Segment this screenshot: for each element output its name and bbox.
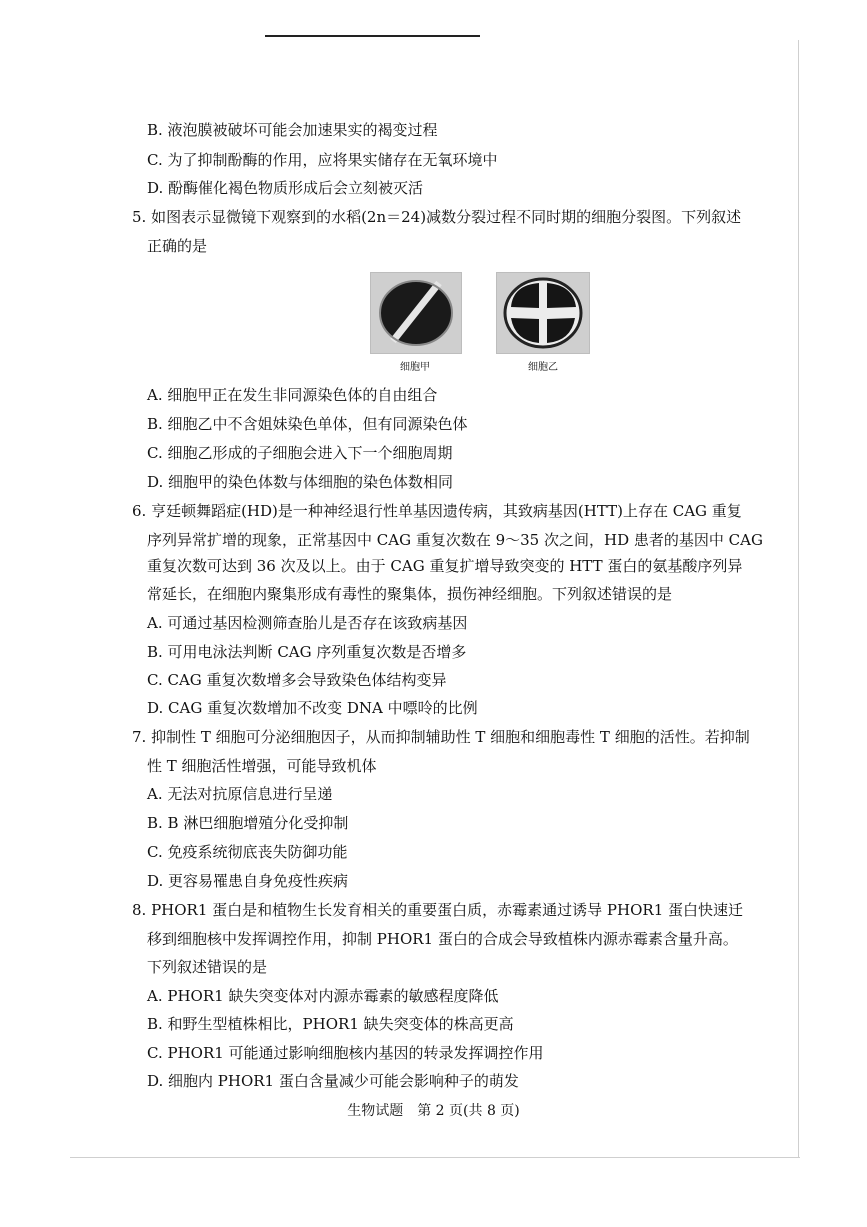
q6-option-a: A. 可通过基因检测筛查胎儿是否存在该致病基因 [147,614,468,632]
q5-stem-line2: 正确的是 [147,237,208,255]
q7-option-a: A. 无法对抗原信息进行呈递 [147,785,333,803]
q6-stem-line2: 序列异常扩增的现象，正常基因中 CAG 重复次数在 9～35 次之间，HD 患者的基因中 CAG [147,531,763,549]
scan-edge-bottom [70,1157,800,1158]
q8-option-d: D. 细胞内 PHOR1 蛋白含量减少可能会影响种子的萌发 [147,1072,519,1090]
q4-option-b: B. 液泡膜被破坏可能会加速果实的褐变过程 [147,121,438,139]
q8-stem-line2: 移到细胞核中发挥调控作用，抑制 PHOR1 蛋白的合成会导致植株内源赤霉素含量升高。 [147,930,738,948]
header-rule [265,35,480,37]
q7-option-c: C. 免疫系统彻底丧失防御功能 [147,843,348,861]
caption-cell-yi: 细胞乙 [528,362,558,373]
q8-option-a: A. PHOR1 缺失突变体对内源赤霉素的敏感程度降低 [147,987,499,1005]
q5-option-a: A. 细胞甲正在发生非同源染色体的自由组合 [147,386,438,404]
q6-option-d: D. CAG 重复次数增加不改变 DNA 中嘌呤的比例 [147,699,478,717]
q6-option-b: B. 可用电泳法判断 CAG 序列重复次数是否增多 [147,643,467,661]
q8-option-b: B. 和野生型植株相比，PHOR1 缺失突变体的株高更高 [147,1015,514,1033]
q7-option-b: B. B 淋巴细胞增殖分化受抑制 [147,814,349,832]
q5-option-c: C. 细胞乙形成的子细胞会进入下一个细胞周期 [147,444,453,462]
q6-stem-line4: 常延长，在细胞内聚集形成有毒性的聚集体，损伤神经细胞。下列叙述错误的是 [147,585,673,603]
q7-stem-line1: 7. 抑制性 T 细胞可分泌细胞因子，从而抑制辅助性 T 细胞和细胞毒性 T 细胞的活性。若抑制 [132,728,750,746]
q8-stem-line3: 下列叙述错误的是 [147,958,268,976]
cell-yi-micrograph [496,272,590,354]
q5-stem-line1: 5. 如图表示显微镜下观察到的水稻(2n＝24)减数分裂过程不同时期的细胞分裂图。下列叙述 [132,208,742,226]
q5-option-d: D. 细胞甲的染色体数与体细胞的染色体数相同 [147,473,454,491]
q8-option-c: C. PHOR1 可能通过影响细胞核内基因的转录发挥调控作用 [147,1044,544,1062]
page-footer: 生物试题 第 2 页(共 8 页) [347,1103,520,1119]
q6-stem-line1: 6. 亨廷顿舞蹈症(HD)是一种神经退行性单基因遗传病，其致病基因(HTT)上存在 CAG 重复 [132,502,742,520]
q4-option-d: D. 酚酶催化褐色物质形成后会立刻被灭活 [147,179,424,197]
q8-stem-line1: 8. PHOR1 蛋白是和植物生长发育相关的重要蛋白质，赤霉素通过诱导 PHOR1 蛋白快速迁 [132,901,744,919]
scan-edge-right [798,40,799,1158]
q5-figure [370,272,590,382]
q5-option-b: B. 细胞乙中不含姐妹染色单体，但有同源染色体 [147,415,468,433]
cell-jia-micrograph [370,272,462,354]
q4-option-c: C. 为了抑制酚酶的作用，应将果实储存在无氧环境中 [147,151,498,169]
caption-cell-jia: 细胞甲 [400,362,430,373]
q6-stem-line3: 重复次数可达到 36 次及以上。由于 CAG 重复扩增导致突变的 HTT 蛋白的氨基酸序列异 [147,557,743,575]
q7-stem-line2: 性 T 细胞活性增强，可能导致机体 [147,757,377,775]
q7-option-d: D. 更容易罹患自身免疫性疾病 [147,872,349,890]
q6-option-c: C. CAG 重复次数增多会导致染色体结构变异 [147,671,447,689]
